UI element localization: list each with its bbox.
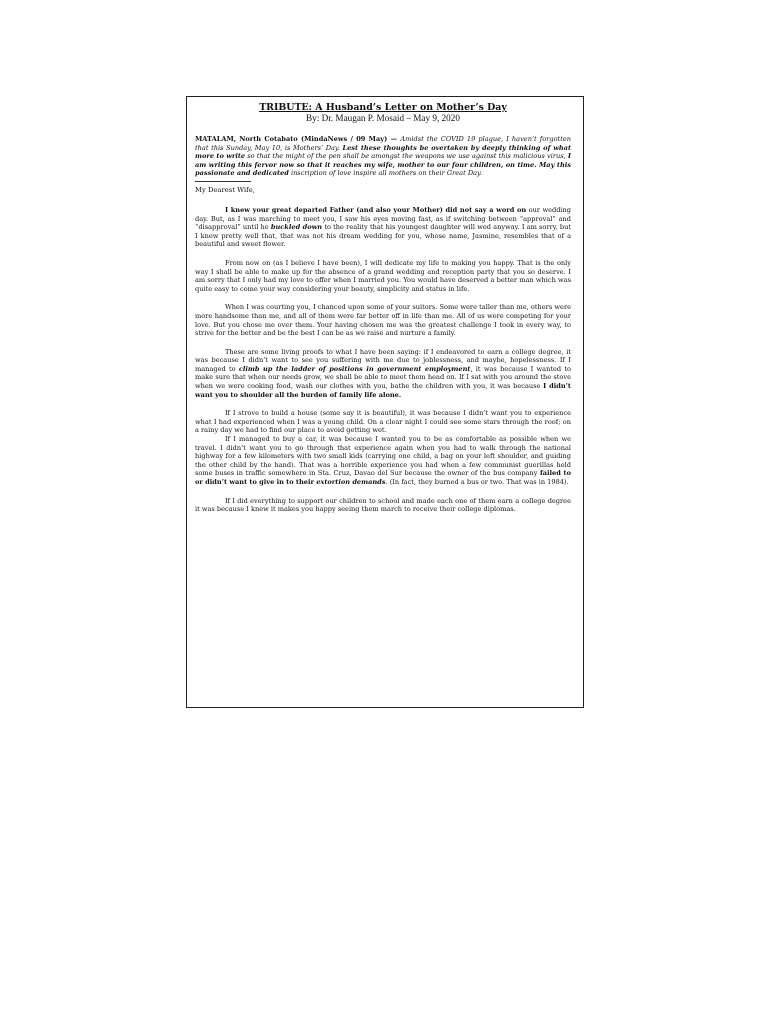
intro-part-2: Lest these thoughts be overtaken by deeply thinking of what more to write [195,143,571,161]
article-byline: By: Dr. Maugan P. Mosaid – May 9, 2020 [306,113,460,123]
article-title: TRIBUTE: A Husband’s Letter on Mother’s Day [259,102,507,113]
paragraph-7: If I did everything to support our children to school and made each one of them earn a college degree it was because I knew it makes you happy seeing them march to receive their college diplomas. [195,496,571,514]
p6-bold: failed to or didn’t want to give in to their [195,469,571,486]
divider-rule [195,181,251,182]
p6-text-end: . (In fact, they burned a bus or two. That was in 1984). [385,478,569,486]
intro-paragraph [195,135,571,178]
letter-body [195,206,571,514]
dateline: MATALAM, North Cotabato (MindaNews / 09 May) — [195,135,401,143]
p1-text-end: to the reality that his youngest daughter will wed anyway. I am sorry, but I knew pretty well that, that was not his dream wedding for you, whose name, Jasmine, resembles that of a beautiful and sweet flower. [195,223,571,249]
intro-part-3: so that the might of the pen shall be amongst the weapons we use against this malicious virus, [245,152,568,161]
p4-text: These are some living proofs to what I have been saying: if I endeavored to earn a college degree, it was because I didn’t want to see you suffering with me due to joblessness, and maybe, hopelessness. If I managed to [195,347,571,373]
letter-page [186,96,584,708]
intro-part-1: Amidst the COVID 19 plague, I haven’t forgotten that this Sunday, May 10, is Mothers’ Day. [195,135,571,152]
p1-emphasis: buckled down [270,223,323,232]
paragraph-5: If I strove to build a house (some say it is beautiful), it was because I didn’t want you to experience what I had experienced when I was a young child. On a clear night I could see some stars through the roof; on a rainy day we had to find our place to avoid getting wet. [195,409,571,435]
p4-bold-end: I didn’t want you to shoulder all the burden of family life alone. [195,382,571,399]
p6-text: If I managed to buy a car, it was because I wanted you to be as comfortable as possible when we travel. I didn’t want you to go through that experience again when you had to walk through the national highway for a few kilometers with two small kids (carrying one child, a bag on your left shoulder, and guiding the other child by the hand). That was a horrible experience you had when a few communist guerillas held some buses in traffic somewhere in Sta. Cruz, Davao del Sur because the owner of the bus company [195,435,571,478]
intro-part-4: I am writing this fervor now so that it reaches my wife, mother to our four children, on time. May this passionate and dedicated [195,152,571,178]
paragraph-2: From now on (as I believe I have been), I will dedicate my life to making you happy. That is the only way I shall be able to make up for the absence of a grand wedding and reception party that you so deserve. I am sorry that I only had my love to offer when I married you. You would have deserved a better man which was quite easy to come your way considering your beauty, simplicity and status in life. [195,258,571,293]
paragraph-3: When I was courting you, I chanced upon some of your suitors. Some were taller than me, others were more handsome than me, and all of them were far better off in life than me. All of us were competing for your love. But you chose me over them. Your having chosen me was the greatest challenge I took in every way, to strive for the better and be the best I can be as we raise and nurture a family. [195,303,571,338]
p4-emphasis: climb up the ladder of positions in government employment [238,364,471,373]
paragraph-6 [195,435,571,487]
p1-lead: I knew your great departed Father (and also your Mother) did not say a word on [225,205,527,214]
p1-text: our wedding day. But, as I was marching to meet you, I saw his eyes moving fast, as if switching between “approval” and “disapproval” until he [195,205,572,232]
paragraph-1 [195,206,571,249]
intro-part-5: inscription of love inspire all mothers on their Great Day. [288,169,482,178]
p6-emphasis: extortion demands [316,478,386,486]
p4-text-mid: , it was because I wanted to make sure that when our needs grow, we shall be able to meet them head on. If I sat with you around the stove when we were cooking food, wash our clothes with you, bathe the children with you, it was because [195,364,571,391]
salutation: My Dearest Wife, [195,185,255,194]
paragraph-4 [195,348,571,400]
